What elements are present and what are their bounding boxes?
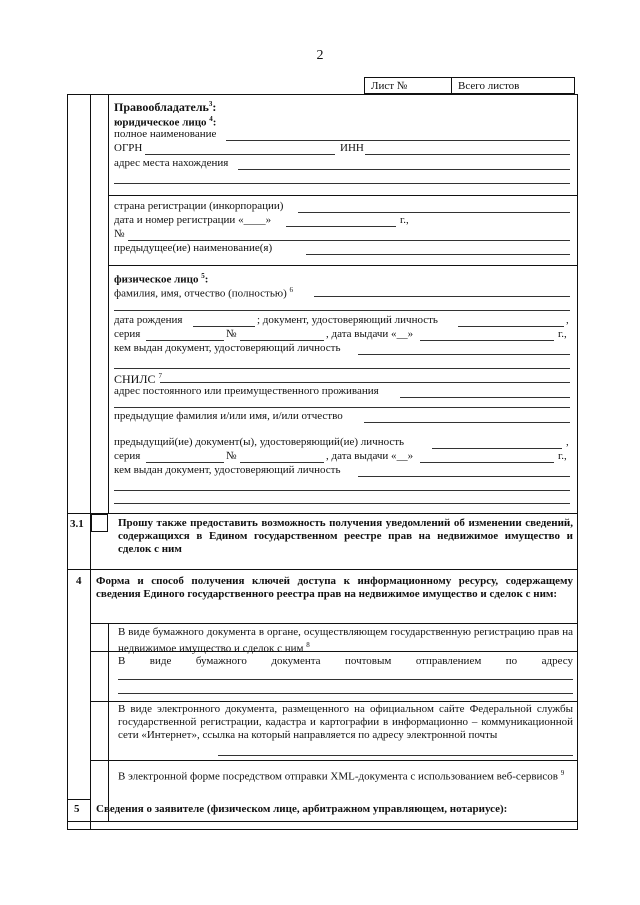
series-label-2: серия xyxy=(114,450,141,462)
prev-docs-field[interactable] xyxy=(432,448,562,449)
prev-names-field[interactable] xyxy=(306,254,570,255)
full-name-field[interactable] xyxy=(226,140,570,141)
prev-fio-field[interactable] xyxy=(364,422,570,423)
sheet-number-box[interactable] xyxy=(364,77,452,94)
fio-field-line2[interactable] xyxy=(114,310,570,311)
section-4-text: Форма и способ получения ключей доступа к информационному ресурсу, содержащему сведения Единого государственного реестра прав на недвижимое имущество и сделок с ним: xyxy=(96,575,573,600)
option-paper-office-checkbox[interactable] xyxy=(91,624,108,651)
issued-by-label: кем выдан документ, удостоверяющий личность xyxy=(114,342,341,354)
notify-checkbox[interactable] xyxy=(91,514,108,532)
issued-by-field[interactable] xyxy=(358,354,570,355)
issue-date-field[interactable] xyxy=(420,340,554,341)
post-address-field[interactable] xyxy=(118,679,573,680)
section-5-number: 5 xyxy=(74,803,80,815)
issue-year-label-2: г., xyxy=(558,450,567,462)
prev-docs-comma: , xyxy=(566,436,569,448)
reg-year-label: г., xyxy=(400,214,409,226)
residence-field-line2[interactable] xyxy=(114,407,570,408)
prev-fio-label: предыдущие фамилия и/или имя, и/или отчество xyxy=(114,410,343,422)
doc-number-label: № xyxy=(226,328,237,340)
post-address-field-line2[interactable] xyxy=(118,693,573,694)
total-sheets-label: Всего листов xyxy=(458,80,520,92)
address-label: адрес места нахождения xyxy=(114,157,229,169)
doc-number-field[interactable] xyxy=(240,340,324,341)
reg-date-label: дата и номер регистрации «____» xyxy=(114,214,272,226)
series-field-2[interactable] xyxy=(146,462,224,463)
prev-names-label: предыдущее(ие) наименование(я) xyxy=(114,242,273,254)
full-name-label: полное наименование xyxy=(114,128,217,140)
birth-date-label: дата рождения xyxy=(114,314,183,326)
option-xml-webservice: В электронной форме посредством отправки XML-документа с использованием веб-сервисов $^9$ xyxy=(118,769,565,783)
address-field-line2[interactable] xyxy=(114,183,570,184)
total-sheets-box[interactable] xyxy=(451,77,575,94)
issue-date-field-2[interactable] xyxy=(420,462,554,463)
ogrn-field[interactable] xyxy=(145,154,335,155)
issue-year-label: г., xyxy=(558,328,567,340)
series-field[interactable] xyxy=(146,340,224,341)
option-paper-post: В виде бумажного документа почтовым отправлением по адресу xyxy=(118,655,573,667)
page-number: 2 xyxy=(316,48,324,63)
residence-label: адрес постоянного или преимущественного проживания xyxy=(114,385,379,397)
doc-id-comma: , xyxy=(566,314,569,326)
option-paper-post-checkbox[interactable] xyxy=(91,652,108,701)
option-electronic-email-checkbox[interactable] xyxy=(91,702,108,760)
series-label: серия xyxy=(114,328,141,340)
individual-heading: физическое лицо $^5$: xyxy=(114,272,209,286)
snils-label: СНИЛС $^7$ xyxy=(114,372,162,386)
issued-by-label-2: кем выдан документ, удостоверяющий личность xyxy=(114,464,341,476)
option-electronic-email: В виде электронного документа, размещенного на официальном сайте Федеральной службы государственной регистрации, кадастра и картографии в информационно – коммуникационной сети «Интернет», ссылка на который направляется по адресу электронной почты xyxy=(118,703,573,741)
issued-by-field-2[interactable] xyxy=(358,476,570,477)
doc-number-field-2[interactable] xyxy=(240,462,324,463)
legal-entity-heading: юридическое лицо $^4$: xyxy=(114,115,217,129)
issue-date-label-2: , дата выдачи «__» xyxy=(326,450,414,462)
prev-docs-label: предыдущий(ие) документ(ы), удостоверяющий(ие) личность xyxy=(114,436,405,448)
reg-date-field[interactable] xyxy=(286,226,396,227)
section-4-number: 4 xyxy=(76,575,82,587)
doc-id-field[interactable] xyxy=(458,326,564,327)
issued-by-field-2-line3[interactable] xyxy=(114,503,570,504)
fio-label: фамилия, имя, отчество (полностью) $^6$ xyxy=(114,286,294,300)
issue-date-label: , дата выдачи «__» xyxy=(326,328,414,340)
inn-label: ИНН xyxy=(340,142,364,154)
option-xml-webservice-checkbox[interactable] xyxy=(91,761,108,799)
address-field[interactable] xyxy=(238,169,570,170)
owner-heading: Правообладатель$^3$: xyxy=(114,100,217,114)
section-5-text: Сведения о заявителе (физическом лице, арбитражном управляющем, нотариусе): xyxy=(96,803,508,815)
snils-field[interactable] xyxy=(160,382,570,383)
issued-by-field-2-line2[interactable] xyxy=(114,490,570,491)
reg-number-label: № xyxy=(114,228,125,240)
doc-number-label-2: № xyxy=(226,450,237,462)
country-field[interactable] xyxy=(298,212,570,213)
birth-date-field[interactable] xyxy=(193,326,255,327)
section-3-1-number: 3.1 xyxy=(70,518,84,530)
fio-field[interactable] xyxy=(314,296,570,297)
option-paper-office: В виде бумажного документа в органе, осуществляющем государственную регистрацию прав на недвижимое имущество и сделок с ним $^8$ xyxy=(118,626,573,655)
issued-by-field-line2[interactable] xyxy=(114,368,570,369)
residence-field[interactable] xyxy=(400,397,570,398)
section-3-1-text: Прошу также предоставить возможность получения уведомлений об изменении сведений, содержащихся в Едином государственном реестре прав на недвижимое имущество и сделок с ним xyxy=(118,517,573,555)
inn-field[interactable] xyxy=(365,154,570,155)
sheet-number-label: Лист № xyxy=(371,80,408,92)
ogrn-label: ОГРН xyxy=(114,142,143,154)
email-field[interactable] xyxy=(218,755,573,756)
country-label: страна регистрации (инкорпорации) xyxy=(114,200,284,212)
reg-number-field[interactable] xyxy=(128,240,570,241)
doc-id-label: ; документ, удостоверяющий личность xyxy=(257,314,438,326)
